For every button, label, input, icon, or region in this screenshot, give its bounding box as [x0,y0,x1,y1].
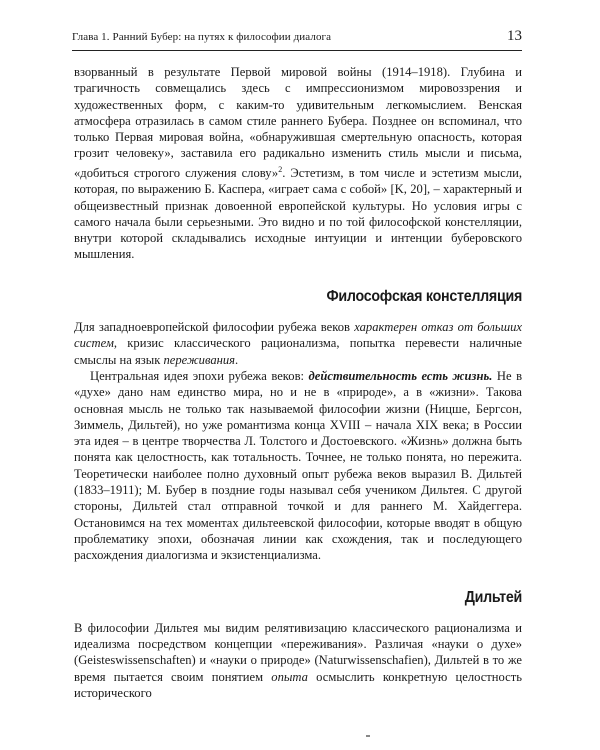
paragraph-constellation-1: Для западноевропейской философии рубежа веков характерен отказ от больших систем, кризис классического рационализма, попытка перевести наличные смыслы на язык переживания. [74,320,523,367]
scan-speck [366,735,370,737]
page-number: 13 [507,28,522,44]
page-body [74,64,522,701]
paragraph-dilthey-1: В философии Дильтея мы видим релятивизацию классического рационализма и идеализма посредством концепции «переживания». Различая «науки о духе» (Geisteswissenschaften) и «науки о природе» (Naturwissenschafien), Дильтей в то же время пытается своим понятием опыта осмыслить конкретную целостность исторического [74,620,522,700]
section-heading-constellation: Философская констелляция [326,287,522,305]
footnote-ref[interactable]: 2 [278,164,283,174]
running-title: Глава 1. Ранний Бубер: на путях к философии диалога [72,31,332,43]
paragraph-intro: взорванный в результате Первой мировой войны (1914–1918). Глубина и трагичность совмещались здесь с импрессионизмом мировоззрения и художественных форм, с каким-то удивительным легкомыслием. Венская атмосфера отразилась в самом стиле раннего Бубера. Позднее он вспоминал, что только Первая мировая война, «обнаружившая смертельную опасность, которая грозит человеку», заставила его радикально изменить стиль мысли и письма, «добиться строгого служения слову»$^2$. Эстетизм, в том числе и эстетизм мысли, которая, по выражению Б. Каспера, «играет сама с собой» [K, 20], – характерный и общеизвестный признак довоенной европейской культуры. Но условия игры с самого начала были серьезными. Это видно и по той философской констелляции, внутри которой складывались исходные интуиции и интенции буберовского мышления. [74,65,522,262]
running-head [72,28,522,51]
paragraph-constellation-2: Центральная идея эпохи рубежа веков: действительность есть жизнь. Не в «духе» дано нам единство мира, но и не в «природе», а в «жизни». Такова основная мысль не только так называемой философии жизни (Ницше, Бергсон, Зиммель, Дильтей), но уже романтизма конца XVIII – начала XIX века; в России эта идея – в центре творчества Л. Толстого и Достоевского. «Жизнь» должна быть понята как целостность, как тотальность. Точнее, не только понята, но пережита. Теоретически наиболее полно духовный опыт рубежа веков выразил В. Дильтей (1833–1911); М. Бубер в поздние годы называл себя учеником Дильтея. С другой стороны, Дильтей стал отправной точкой и для раннего М. Хайдеггера. Остановимся на тех моментах дильтеевской философии, которые вводят в общую проблематику эпохи, обозначая линии как схождения, так и последующего расхождения диалогизма и экзистенциализма. [74,368,523,563]
section-heading-dilthey: Дильтей [464,588,522,606]
